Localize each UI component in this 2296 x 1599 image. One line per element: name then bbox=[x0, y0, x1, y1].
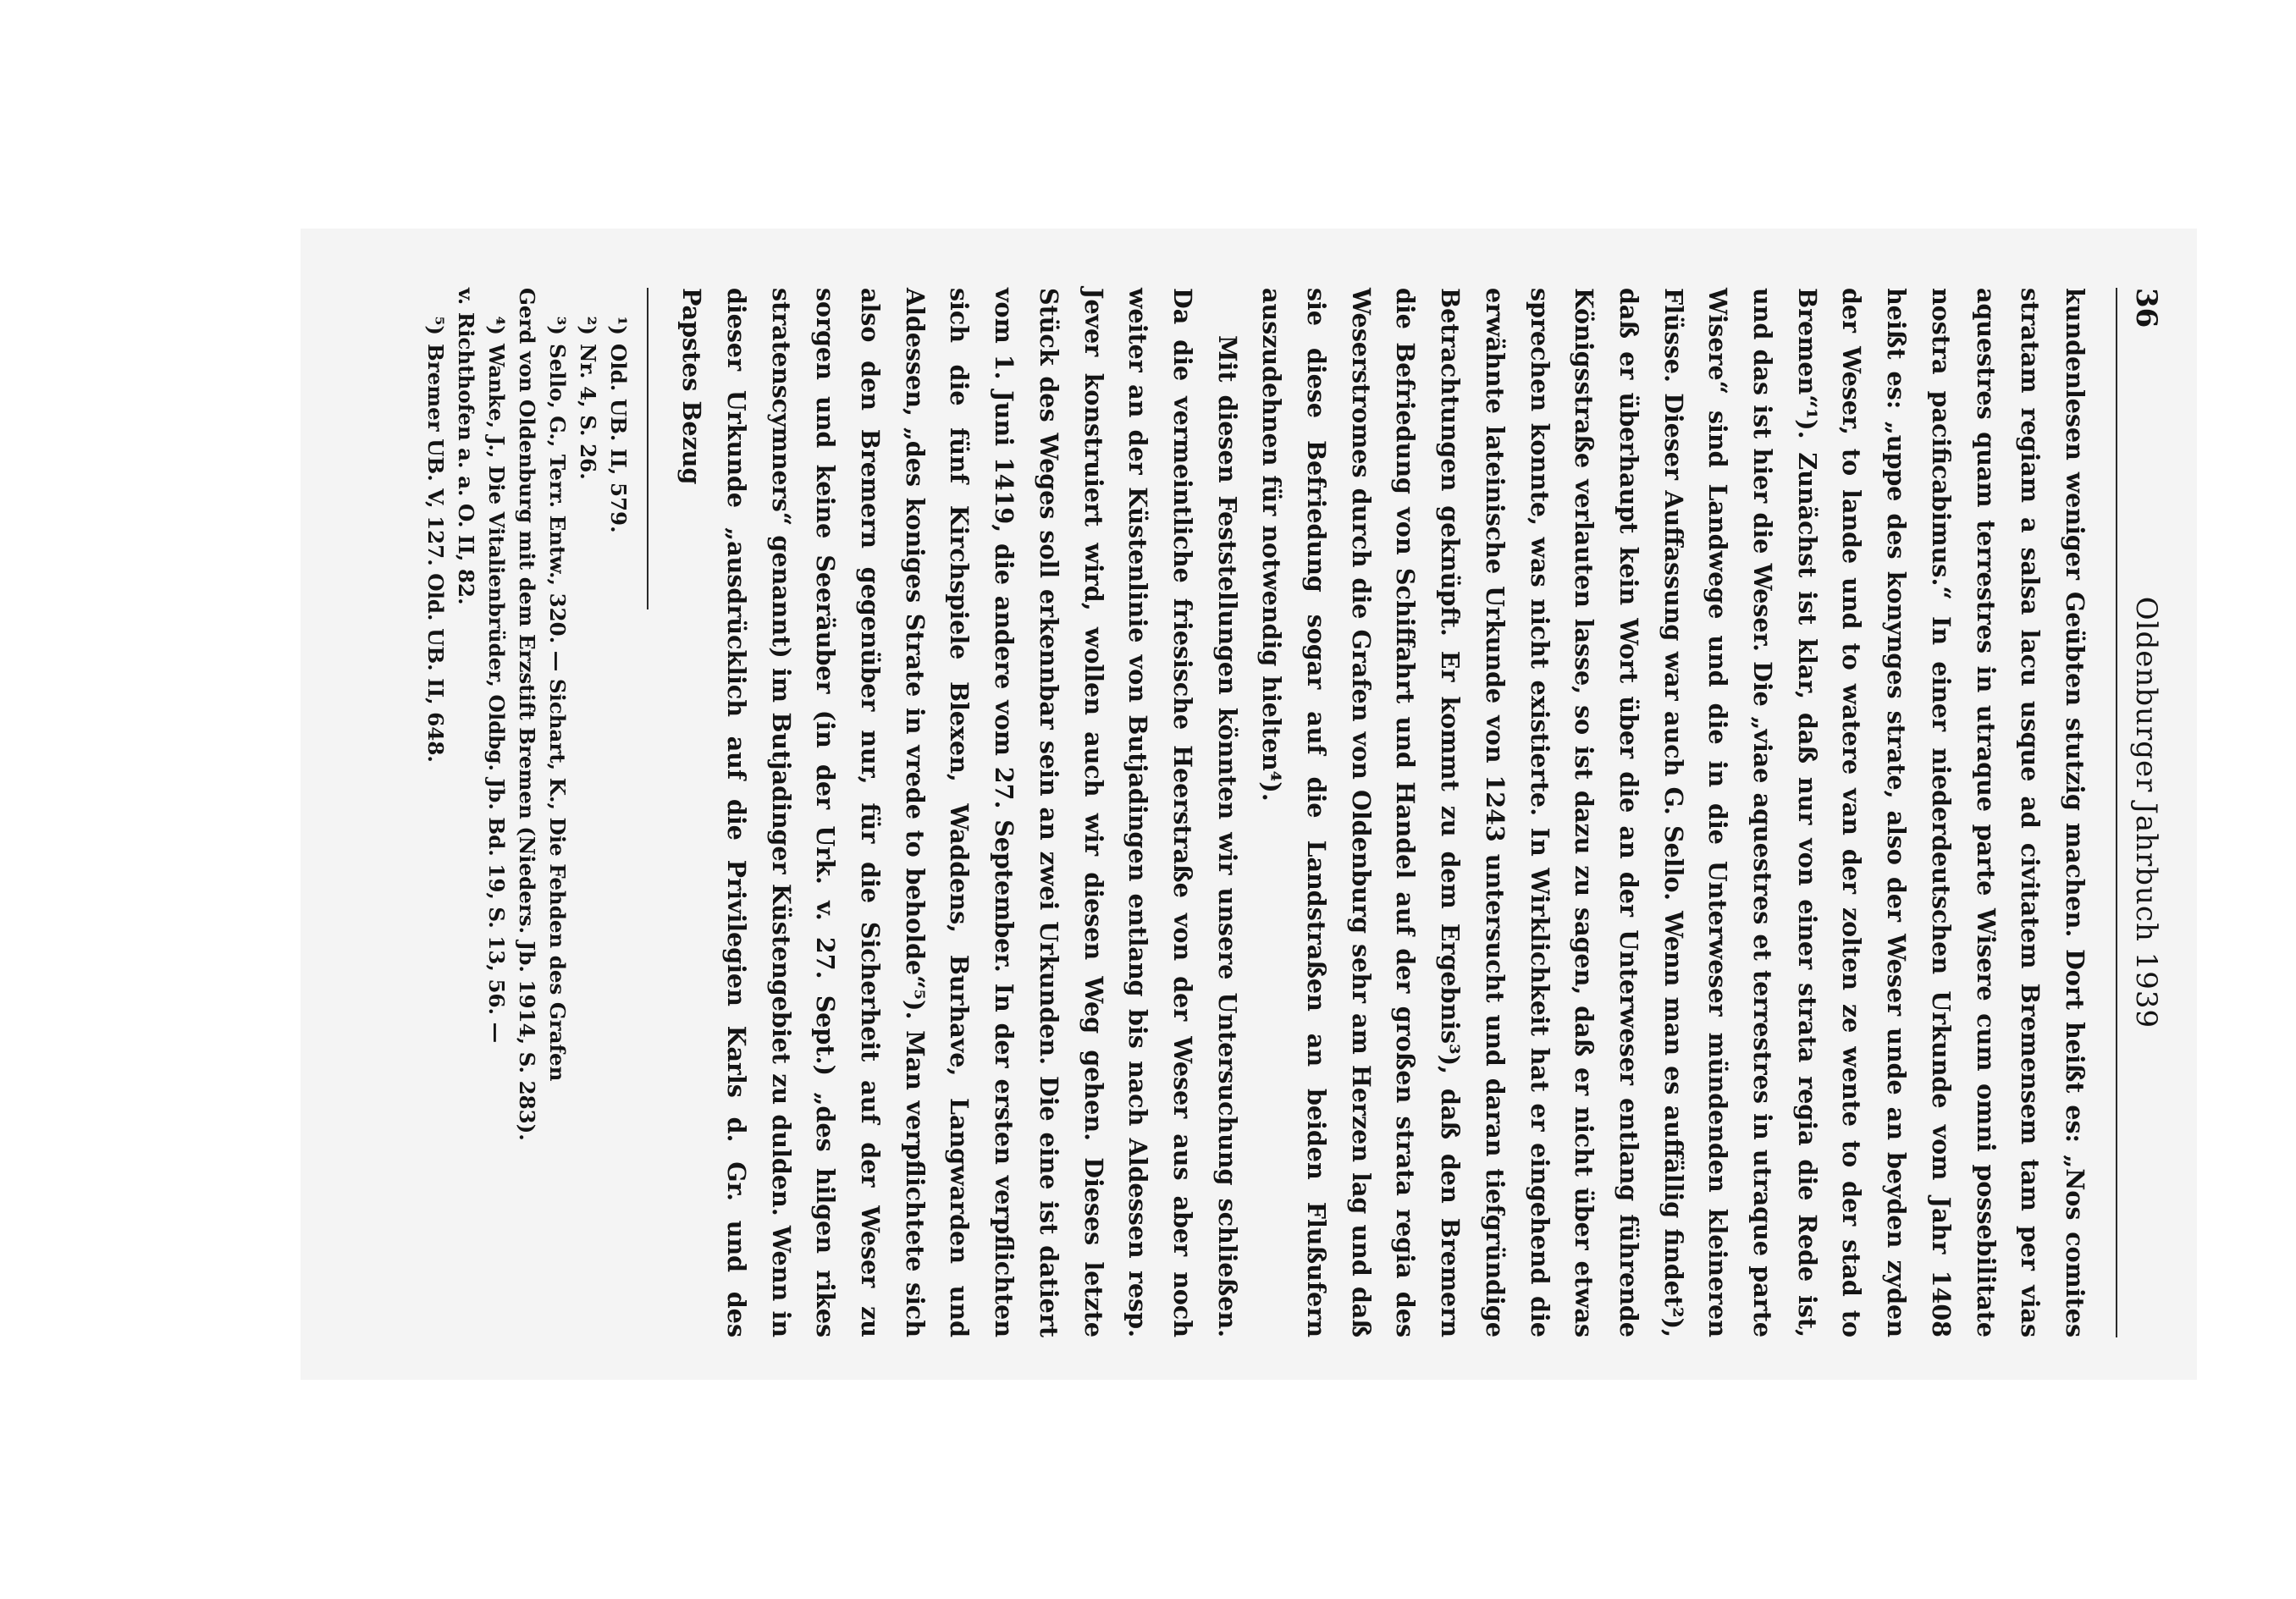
footnote-number: ²) bbox=[576, 316, 601, 335]
footnote-3-continuation bbox=[512, 288, 543, 1337]
footnote-1 bbox=[604, 288, 634, 1337]
body-text bbox=[670, 288, 2098, 1337]
footnote-number: ⁵) bbox=[423, 316, 449, 335]
footnote-number: ¹) bbox=[606, 316, 632, 335]
page-number: 36 bbox=[2129, 288, 2163, 328]
footnote-text: v. Richthofen a. a. O. II, 82. bbox=[454, 288, 479, 605]
rotated-page-content bbox=[301, 229, 2197, 1380]
footnote-text: Sello, G., Terr. Entw., 320. — Sichart, K., Die Fehden des Grafen bbox=[545, 344, 571, 1082]
footnote-text: Nr. 4, S. 26. bbox=[576, 344, 601, 480]
footnote-4 bbox=[482, 288, 512, 1337]
footnote-text: Bremer UB. V, 127. Old. UB. II, 648. bbox=[423, 344, 449, 763]
footnote-number: ⁴) bbox=[484, 316, 510, 335]
footnote-4-continuation bbox=[451, 288, 482, 1337]
footnote-number: ³) bbox=[545, 316, 571, 335]
paragraph-2: Mit diesen Feststellungen könnten wir unsere Untersuchung schließen. Da die vermeintliche friesische Heerstraße von der Weser aus aber noch weiter an der Küstenlinie von Butjadingen entlang bis nach Aldessen resp. Jever konstruiert wird, wollen auch wir diesen Weg gehen. Dieses letzte Stück des Weges soll erkennbar sein an zwei Urkunden. Die eine ist datiert vom 1. Juni 1419, die andere vom 27. September. In der ersten verpflichten sich die fünf Kirchspiele Blexen, Waddens, Burhave, Langwarden und Aldessen, „des koniges Strate in vrede to beholde“⁵). Man verpflichtete sich also den Bremern gegenüber nur, für die Sicherheit auf der Weser zu sorgen und keine Seeräuber (in der Urk. v. 27. Sept.) „des hilgen rikes stratenscymners“ genannt) im Butjadinger Küstengebiet zu dulden. Wenn in dieser Urkunde „ausdrücklich auf die Privilegien Karls d. Gr. und des Papstes Bezug bbox=[677, 288, 1242, 1337]
page-header bbox=[2116, 288, 2163, 1337]
running-title: Oldenburger Jahrbuch 1939 bbox=[2129, 596, 2163, 1029]
footnote-text: Gerd von Oldenburg mit dem Erzstift Bremen (Nieders. Jb. 1914, S. 283). bbox=[515, 288, 540, 1141]
footnote-text: Old. UB. II, 579. bbox=[606, 344, 632, 533]
scanned-page bbox=[301, 229, 2197, 1380]
footnote-rule bbox=[648, 288, 649, 609]
paragraph-1: kundenlesen weniger Geübten stutzig machen. Dort heißt es: „Nos comites stratam regiam a salsa lacu usque ad civitatem Bremensem tam per vias aquestres quam terrestres in utraque parte Wisere cum omni possebilitate nostra pacificabimus.“ In einer niederdeutschen Urkunde vom Jahr 1408 heißt es: „uppe des konynges strate, also der Weser unde an beyden zyden der Weser, to lande und to watere van der zolten ze wente to der stad to Bremen“¹). Zunächst ist klar, daß nur von einer strata regia die Rede ist, und das ist hier die Weser. Die „viae aquestres et terrestres in utraque parte Wisere“ sind Landwege und die in die Unterweser mündenden kleineren Flüsse. Dieser Auffassung war auch G. Sello. Wenn man es auffällig findet²), daß er überhaupt kein Wort über die an der Unterweser entlang führende Königsstraße verlauten lasse, so ist dazu zu sagen, daß er nicht über etwas sprechen konnte, was nicht existierte. In Wirklichkeit hat er eingehend die erwähnte lateinische Urkunde von 1243 untersucht und daran tiefgründige Betrachtungen geknüpft. Er kommt zu dem Ergebnis³), daß den Bremern die Befriedung von Schiffahrt und Handel auf der großen strata regia des Weserstromes durch die Grafen von Oldenburg sehr am Herzen lag und daß sie diese Befriedung sogar auf die Landstraßen an beiden Flußufern auszudehnen für notwendig hielten⁴). bbox=[1257, 288, 2089, 1337]
footnotes bbox=[421, 288, 634, 1337]
footnote-3 bbox=[543, 288, 573, 1337]
footnote-5 bbox=[421, 288, 451, 1337]
footnote-2 bbox=[573, 288, 604, 1337]
page-inner bbox=[421, 288, 2164, 1337]
footnote-text: Wanke, J., Die Vitalienbrüder, Oldbg. Jb. Bd. 19, S. 13, 56. — bbox=[484, 344, 510, 1044]
